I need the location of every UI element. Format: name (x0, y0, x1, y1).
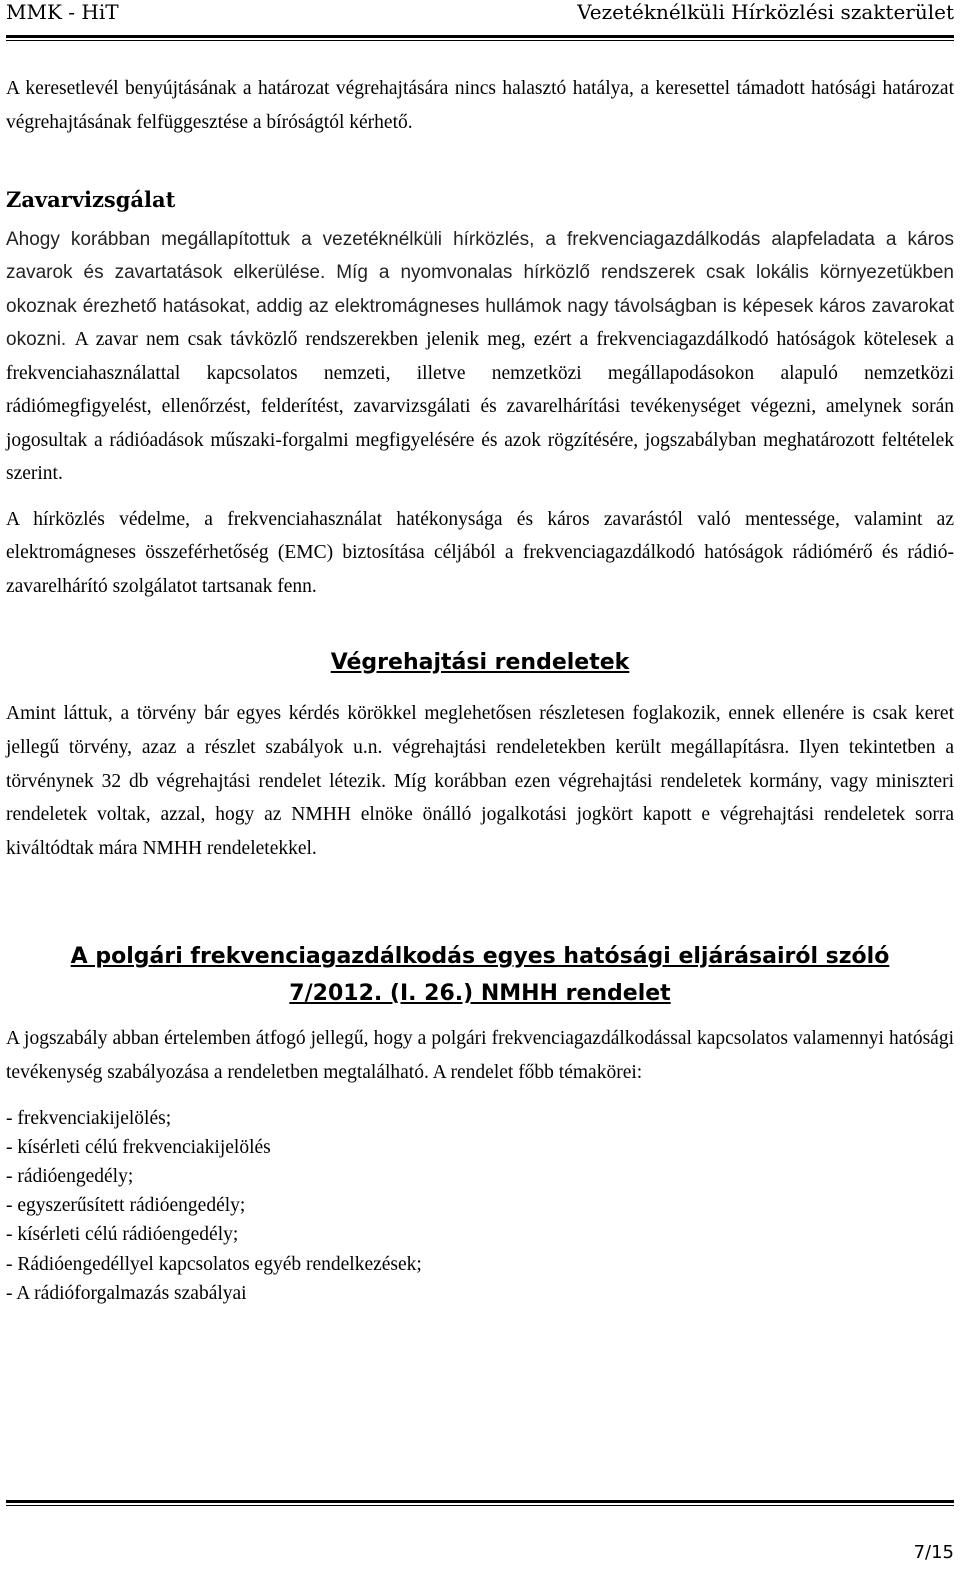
section-title-zavarvizsgalat: Zavarvizsgálat (6, 186, 176, 212)
section-title-rendelet-line2: 7/2012. (I. 26.) NMHH rendelet (289, 980, 671, 1006)
section-title-rendelet-line1: A polgári frekvenciagazdálkodás egyes hatósági eljárásairól szóló (70, 943, 890, 969)
list-item: - kísérleti célú frekvenciakijelölés (6, 1136, 271, 1158)
list-item: - A rádióforgalmazás szabályai (6, 1282, 247, 1304)
header-divider-thin (6, 40, 954, 41)
page-header (6, 0, 954, 44)
list-item: - egyszerűsített rádióengedély; (6, 1195, 246, 1217)
page-footer (6, 1500, 954, 1563)
rendelet-paragraph: A jogszabály abban értelemben átfogó jellegű, hogy a polgári frekvenciagazdálkodással kapcsolatos valamennyi hatósági tevékenység szabályozása a rendeletben megtalálható. A rendelet főbb témakörei: (6, 1027, 954, 1083)
list-item: - Rádióengedéllyel kapcsolatos egyéb rendelkezések; (6, 1253, 422, 1275)
section-title-vegrehajtasi: Végrehajtási rendeletek (330, 649, 630, 675)
footer-divider-thin (6, 1505, 954, 1506)
zavarvizsgalat-paragraph-1 (6, 223, 954, 491)
header-left-text: MMK - HiT (6, 0, 119, 24)
zavarvizsgalat-text-a: Ahogy korábban megállapítottuk a vezetéknélküli hírközlés, a frekvenciagazdálkodás alapfeladata a káros zavarok és zavartatások elkerülése. Míg a nyomvonalas hírközlő rendszerek csak lokális környezetükben okoznak érezhető hatásokat, addig az elektromágneses hullámok nagy távolságban is képesek káros zavarokat okozni. (6, 228, 954, 351)
header-right-text: Vezetéknélküli Hírközlési szakterület (577, 0, 954, 24)
header-divider (6, 35, 954, 38)
footer-divider (6, 1500, 954, 1503)
vegrehajtasi-paragraph: Amint láttuk, a törvény bár egyes kérdés körökkel meglehetősen részletesen foglakozik, ennek ellenére is csak keret jellegű törvény, azaz a részlet szabályok u.n. végrehajtási rendeletekben került megállapításra. Ilyen tekintetben a törvénynek 32 db végrehajtási rendelet létezik. Míg korábban ezen végrehajtási rendeletek kormány, vagy miniszteri rendeletek voltak, azzal, hogy az NMHH elnöke önálló jogalkotási jogkört kapott e végrehajtási rendeletek sorra kiváltódtak mára NMHH rendeletekkel. (6, 702, 954, 860)
list-item: - kísérleti célú rádióengedély; (6, 1224, 239, 1246)
page-number: 7/15 (913, 1542, 954, 1563)
zavarvizsgalat-paragraph-2: A hírközlés védelme, a frekvenciahasználat hatékonysága és káros zavarástól való mentessége, valamint az elektromágneses összeférhetőség (EMC) biztosítása céljából a frekvenciagazdálkodó hatóságok rádiómérő és rádió-zavarelhárító szolgálatot tartsanak fenn. (6, 508, 954, 598)
intro-paragraph: A keresetlevél benyújtásának a határozat végrehajtására nincs halasztó hatálya, a keresettel támadott hatósági határozat végrehajtásának felfüggesztése a bíróságtól kérhető. (6, 78, 954, 133)
rendelet-topics-list (6, 1104, 954, 1308)
page-content (6, 72, 954, 1308)
list-item: - frekvenciakijelölés; (6, 1107, 172, 1129)
list-item: - rádióengedély; (6, 1165, 134, 1187)
zavarvizsgalat-text-b: A zavar nem csak távközlő rendszerekben jelenik meg, ezért a frekvenciagazdálkodó hatóságok kötelesek a frekvenciahasználattal kapcsolatos nemzeti, illetve nemzetközi megállapodásokon alapuló nemzetközi rádiómegfigyelést, ellenőrzést, felderítést, zavarvizsgálati és zavarelhárítási tevékenységet végezni, amelynek során jogosultak a rádióadások műszaki-forgalmi megfigyelésére és azok rögzítésére, jogszabályban meghatározott feltételek szerint. (6, 329, 954, 485)
